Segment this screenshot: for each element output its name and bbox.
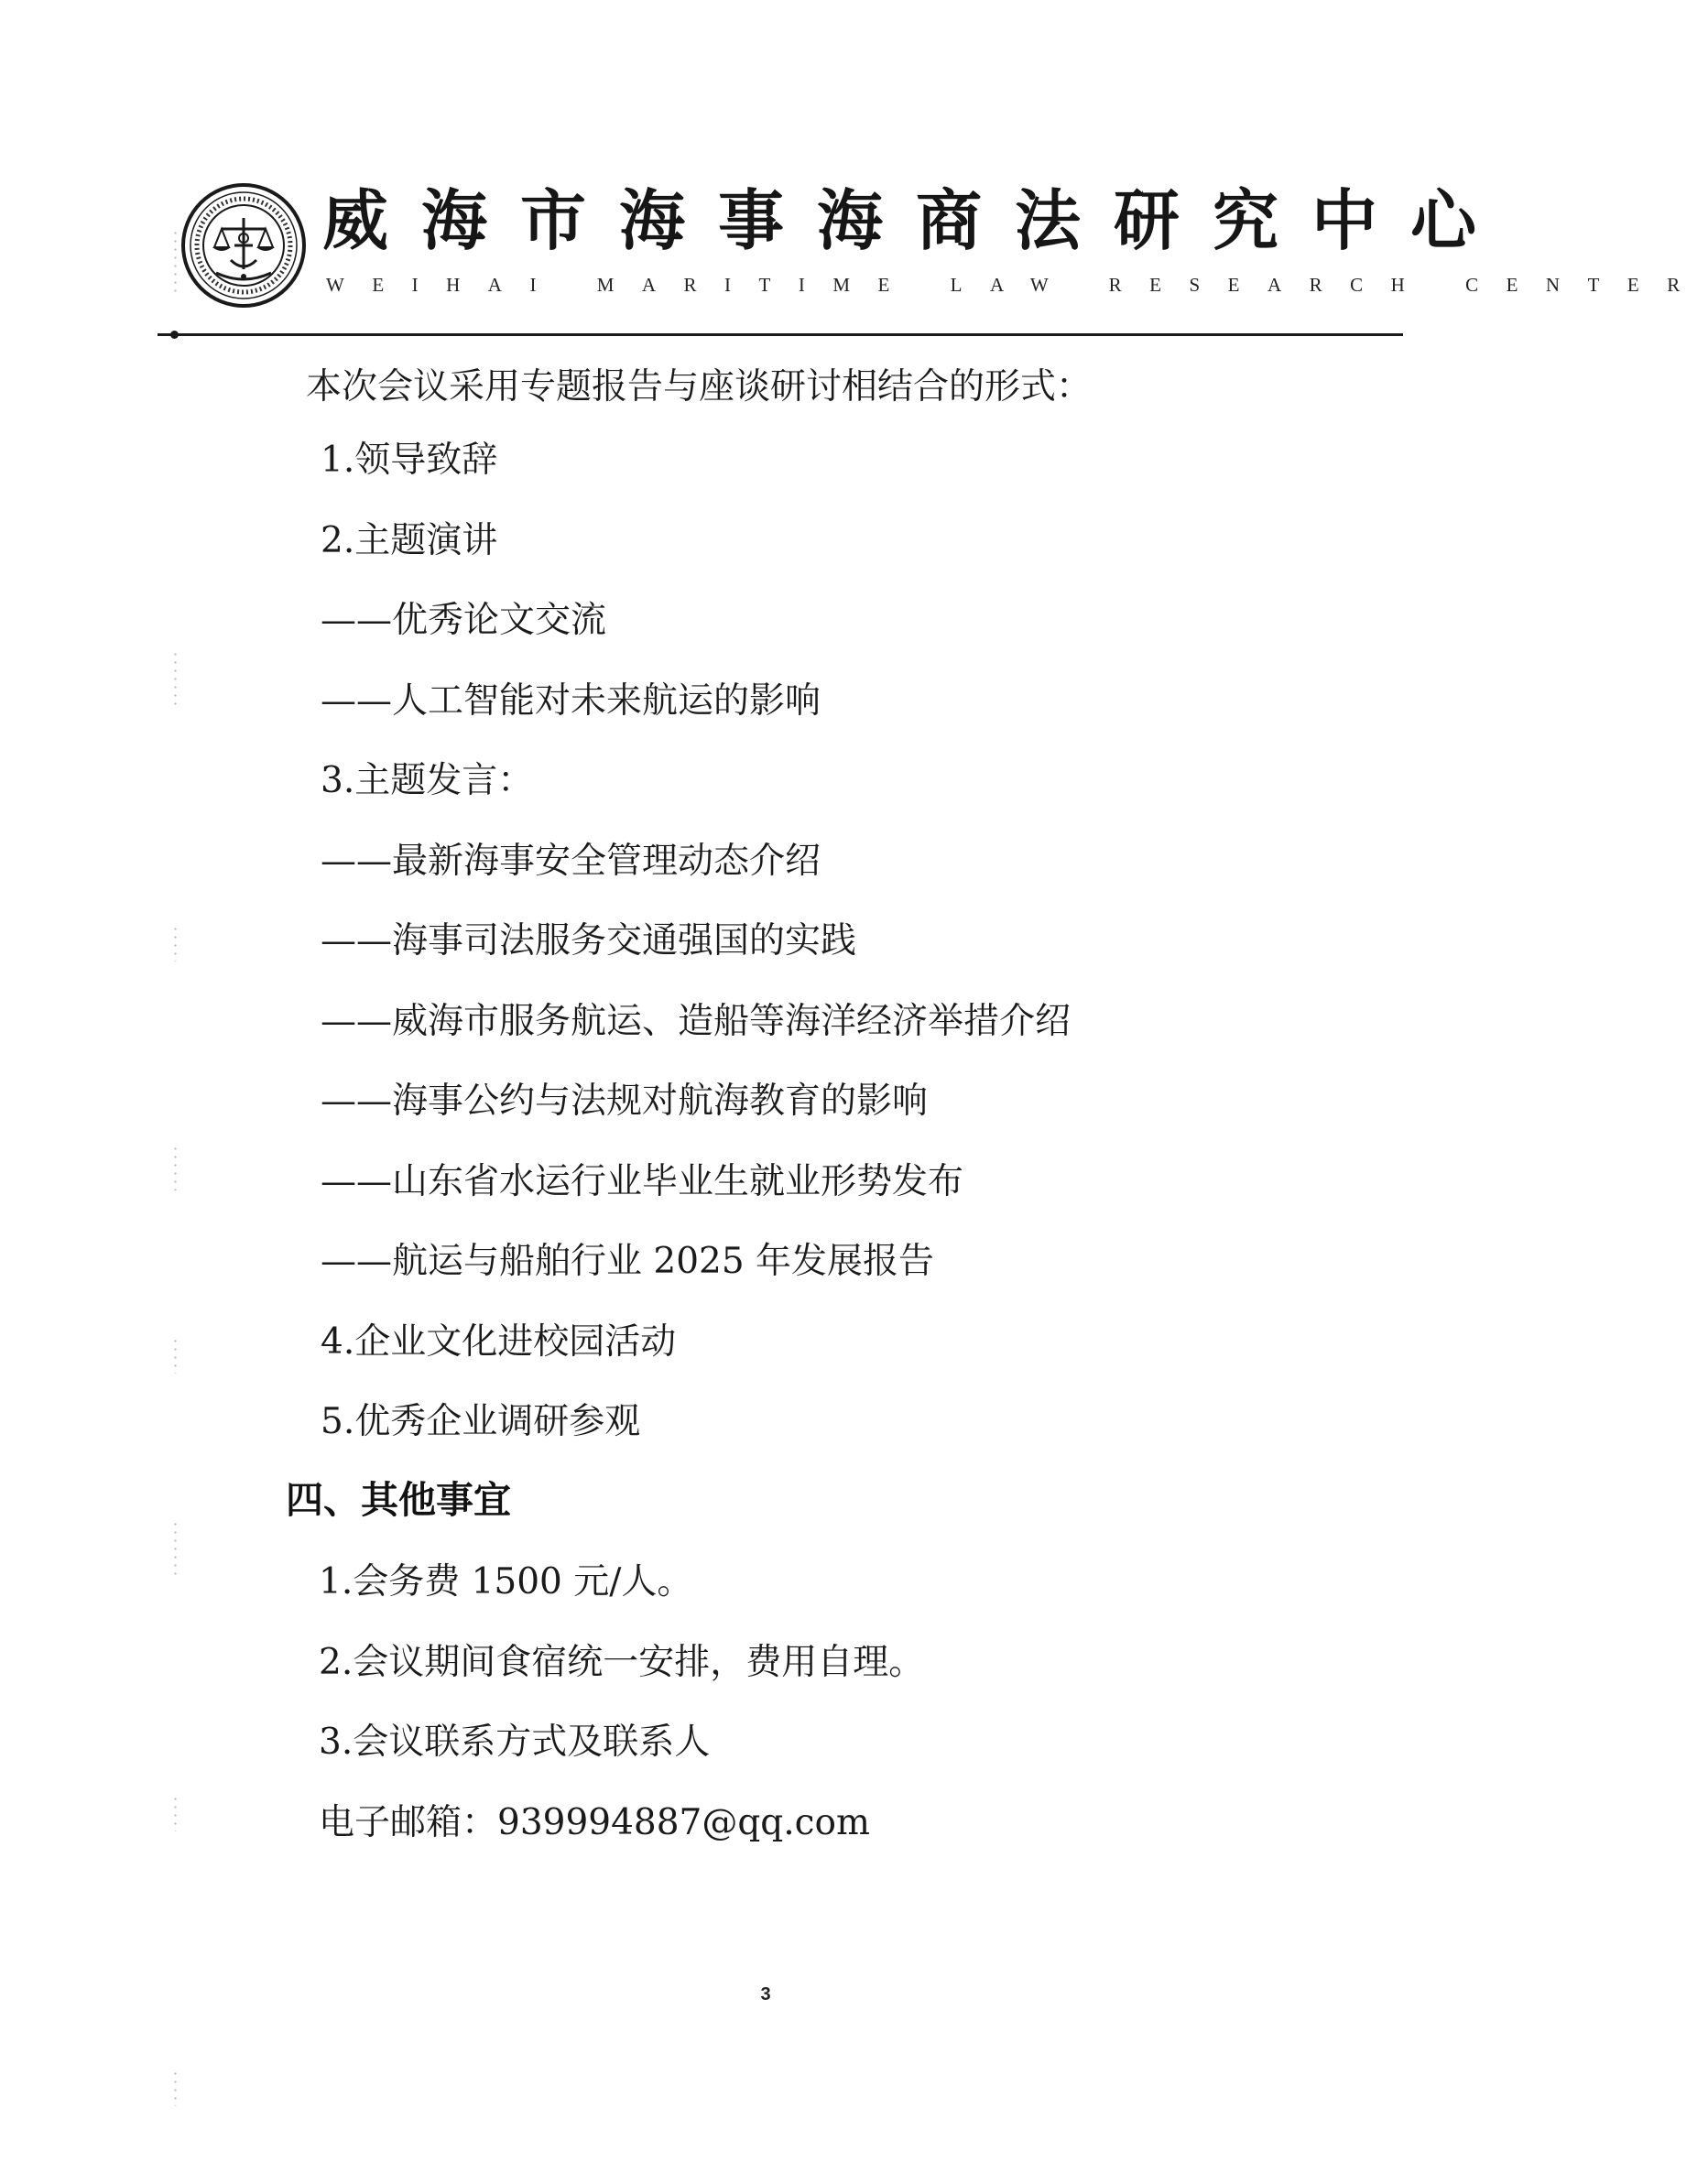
org-name-english: WEIHAI MARITIME LAW RESEARCH CENTER [326,274,1708,296]
list-item: 2.主题演讲 [321,520,498,561]
contact-email: 电子邮箱：939994887@qq.com [319,1802,870,1843]
list-item: ——山东省水运行业毕业生就业形势发布 [321,1161,964,1202]
list-item: ——航运与船舶行业 2025 年发展报告 [321,1241,935,1282]
list-item: ——最新海事安全管理动态介绍 [321,841,821,882]
list-item: ——海事公约与法规对航海教育的影响 [321,1081,929,1122]
list-item: 5.优秀企业调研参观 [321,1401,641,1442]
list-item: ——优秀论文交流 [321,600,607,641]
scan-artifact [174,1520,177,1575]
scan-artifact [174,1795,177,1831]
scan-artifact [174,229,177,293]
scan-artifact [174,2070,177,2106]
list-item: 2.会议期间食宿统一安排，费用自理。 [319,1642,925,1683]
list-item: ——人工智能对未来航运的影响 [321,680,821,722]
scan-artifact [174,650,177,705]
scan-artifact [174,1145,177,1190]
divider-dot [170,331,179,339]
header-divider [158,333,1403,336]
maritime-law-seal-icon [180,181,308,310]
page-number: 3 [760,1984,771,2004]
scan-artifact [174,925,177,961]
list-item: 3.主题发言： [321,760,534,801]
list-item: 3.会议联系方式及联系人 [319,1722,711,1763]
scan-artifact [174,1337,177,1374]
section-heading: 四、其他事宜 [286,1478,511,1522]
list-item: 1.会务费 1500 元/人。 [319,1561,693,1602]
list-item: 1.领导致辞 [321,440,498,481]
org-name-chinese: 威海市海事海商法研究中心 [322,181,1510,259]
list-item: 4.企业文化进校园活动 [321,1321,677,1363]
list-item: ——威海市服务航运、造船等海洋经济举措介绍 [321,1001,1072,1042]
intro-paragraph: 本次会议采用专题报告与座谈研讨相结合的形式： [306,366,1093,407]
list-item: ——海事司法服务交通强国的实践 [321,920,857,961]
